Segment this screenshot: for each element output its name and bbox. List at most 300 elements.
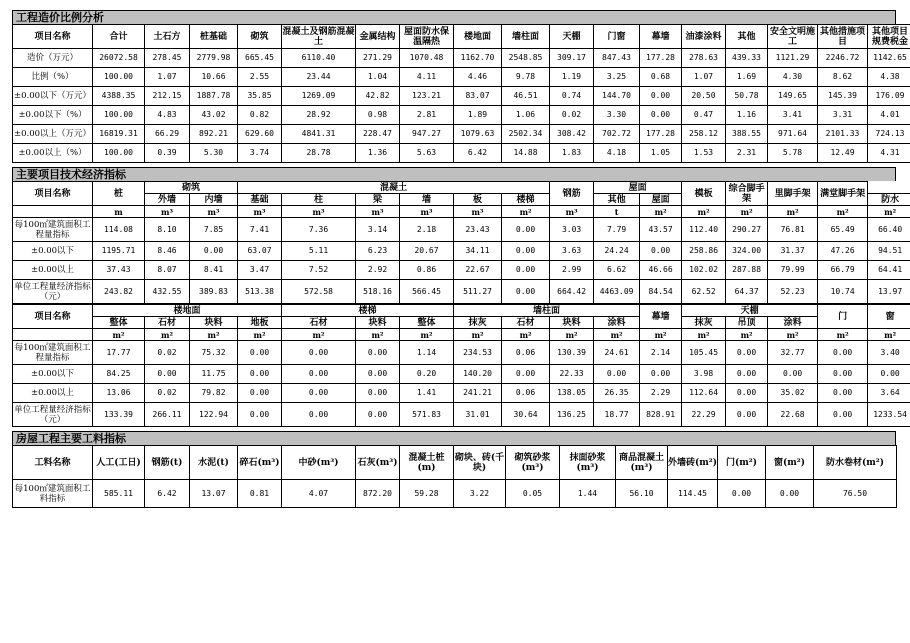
table-cell: 66.29: [145, 125, 190, 144]
table-cell: 571.83: [400, 403, 454, 427]
unit-cell: m²: [238, 329, 282, 341]
table-cell: 6110.40: [282, 49, 356, 68]
table-cell: 22.68: [768, 403, 818, 427]
t2a-subheader: 板: [454, 194, 502, 206]
table-cell: 62.52: [682, 280, 726, 304]
table-cell: 47.26: [818, 242, 868, 261]
table-cell: 0.47: [682, 106, 726, 125]
table-cell: 947.27: [400, 125, 454, 144]
t2b-subheader: 块料: [550, 317, 594, 329]
table-cell: 2.31: [726, 144, 768, 163]
t2b-subheader: 涂料: [768, 317, 818, 329]
unit-cell: m²: [454, 329, 502, 341]
table-cell: 971.64: [768, 125, 818, 144]
table-cell: 847.43: [594, 49, 640, 68]
table-cell: 0.00: [282, 365, 356, 384]
table-cell: 8.62: [818, 68, 868, 87]
table-cell: 0.00: [238, 403, 282, 427]
table-cell: 0.00: [356, 341, 400, 365]
cost-ratio-header: 屋面防水保温隔热: [400, 25, 454, 49]
unit-cell: m²: [502, 206, 550, 218]
table-cell: 0.00: [766, 480, 814, 508]
table-cell: 50.78: [726, 87, 768, 106]
unit-cell: m²: [145, 329, 190, 341]
table-cell: 0.68: [640, 68, 682, 87]
table-cell: 0.00: [718, 480, 766, 508]
unit-cell: m²: [502, 329, 550, 341]
table-cell: 66.40: [868, 218, 910, 242]
table-cell: 1.06: [502, 106, 550, 125]
cost-ratio-header: 其他项目规费税金: [868, 25, 910, 49]
table-cell: 1.07: [682, 68, 726, 87]
table-cell: 6.42: [145, 480, 190, 508]
table-cell: 7.85: [190, 218, 238, 242]
table-cell: 1.36: [356, 144, 400, 163]
table-cell: 145.39: [818, 87, 868, 106]
unit-cell: m³: [550, 206, 594, 218]
table-cell: 4.38: [868, 68, 910, 87]
row-label: ±0.00以下（万元）: [13, 87, 93, 106]
cost-ratio-header: 金属结构: [356, 25, 400, 49]
table-cell: 3.47: [238, 261, 282, 280]
table-cell: 3.63: [550, 242, 594, 261]
table-cell: 0.00: [356, 384, 400, 403]
cost-ratio-header: 楼地面: [454, 25, 502, 49]
table-cell: 439.33: [726, 49, 768, 68]
table-cell: 724.13: [868, 125, 910, 144]
table-cell: 5.30: [190, 144, 238, 163]
table-cell: 65.49: [818, 218, 868, 242]
table-cell: 1.83: [550, 144, 594, 163]
table-cell: 10.66: [190, 68, 238, 87]
row-label: 比例（%）: [13, 68, 93, 87]
t2a-body: [13, 206, 910, 304]
table-cell: 16819.31: [93, 125, 145, 144]
table-cell: 3.64: [868, 384, 910, 403]
t2b-subheader: 涂料: [594, 317, 640, 329]
table-cell: 84.54: [640, 280, 682, 304]
t2b-header-window: 窗: [868, 305, 910, 329]
table-cell: 6.23: [356, 242, 400, 261]
table-cell: 8.10: [145, 218, 190, 242]
table-cell: 0.02: [550, 106, 594, 125]
table-row: [13, 125, 910, 144]
table-cell: 1.16: [726, 106, 768, 125]
table-cell: 2548.85: [502, 49, 550, 68]
unit-cell: m²: [356, 329, 400, 341]
table-cell: 31.01: [454, 403, 502, 427]
table-cell: 0.00: [640, 106, 682, 125]
t2b-subheader: 整体: [400, 317, 454, 329]
cost-ratio-header: 其他措施项目: [818, 25, 868, 49]
table-cell: 122.94: [190, 403, 238, 427]
unit-blank: [13, 329, 93, 341]
table-cell: 8.07: [145, 261, 190, 280]
table-cell: 234.53: [454, 341, 502, 365]
table-cell: 123.21: [400, 87, 454, 106]
unit-cell: m³: [454, 206, 502, 218]
table-cell: 872.20: [356, 480, 400, 508]
cost-ratio-header: 项目名称: [13, 25, 93, 49]
table-cell: 66.79: [818, 261, 868, 280]
unit-cell: m²: [768, 329, 818, 341]
table-cell: 0.02: [145, 341, 190, 365]
t2a-subheader: 防水: [868, 194, 910, 206]
t2b-unit-row: [13, 329, 910, 341]
table-row: [13, 341, 910, 365]
table-cell: 56.10: [616, 480, 668, 508]
material-header: 门(m²): [718, 446, 766, 480]
table-cell: 8.41: [190, 261, 238, 280]
table-cell: 258.12: [682, 125, 726, 144]
t2b-subheader: 吊顶: [726, 317, 768, 329]
table-cell: 0.00: [640, 87, 682, 106]
unit-cell: m²: [640, 206, 682, 218]
t2a-header-rebar: 钢筋: [550, 182, 594, 206]
table-cell: 0.00: [238, 384, 282, 403]
material-header: 砌块、砖(千块): [454, 446, 506, 480]
unit-cell: m³: [190, 206, 238, 218]
unit-cell: m³: [282, 206, 356, 218]
unit-cell: m²: [93, 329, 145, 341]
table-cell: 114.08: [93, 218, 145, 242]
cost-ratio-header: 油漆涂料: [682, 25, 726, 49]
page: [12, 10, 908, 508]
table-cell: 133.39: [93, 403, 145, 427]
table-row: [13, 365, 910, 384]
cost-ratio-header: 桩基础: [190, 25, 238, 49]
t2b-header-curtain-wall: 幕墙: [640, 305, 682, 329]
table-cell: 20.67: [400, 242, 454, 261]
table-cell: 0.98: [356, 106, 400, 125]
t2b-body: [13, 329, 910, 427]
section-title-material-indicators: 房屋工程主要工料指标: [12, 431, 896, 445]
unit-cell: m²: [282, 329, 356, 341]
unit-cell: m²: [818, 329, 868, 341]
table-cell: 1.04: [356, 68, 400, 87]
cost-ratio-body: [13, 25, 910, 163]
row-label: 造价（万元）: [13, 49, 93, 68]
t2b-subheader: 石材: [145, 317, 190, 329]
row-label: 单位工程量经济指标（元）: [14, 404, 91, 425]
table-cell: 94.51: [868, 242, 910, 261]
table-cell: 26.35: [594, 384, 640, 403]
table-cell: 13.06: [93, 384, 145, 403]
table-cell: 566.45: [400, 280, 454, 304]
table-cell: 0.00: [282, 341, 356, 365]
table-cell: 1.19: [550, 68, 594, 87]
table-cell: 176.09: [868, 87, 910, 106]
table-cell: 76.50: [814, 480, 897, 508]
table-cell: 83.07: [454, 87, 502, 106]
t2b-subheader: 石材: [282, 317, 356, 329]
t2a-header-scaffold-general: 综合脚手架: [726, 182, 768, 206]
table-cell: 1269.09: [282, 87, 356, 106]
section-title-cost-ratio: 工程造价比例分析: [12, 10, 896, 24]
t2b-header-floor: 楼地面: [93, 305, 282, 317]
table-cell: 0.00: [594, 365, 640, 384]
table-cell: 26072.58: [93, 49, 145, 68]
table-row: [13, 384, 910, 403]
table-cell: 0.00: [868, 365, 910, 384]
table-cell: 0.05: [506, 480, 560, 508]
table-cell: 212.15: [145, 87, 190, 106]
cost-ratio-header: 墙柱面: [502, 25, 550, 49]
table-cell: 4.18: [594, 144, 640, 163]
material-header: 商品混凝土(m³): [616, 446, 668, 480]
table-cell: 1142.65: [868, 49, 910, 68]
t2a-header-formwork: 模板: [682, 182, 726, 206]
table-cell: 324.00: [726, 242, 768, 261]
table-cell: 136.25: [550, 403, 594, 427]
table-cell: 63.07: [238, 242, 282, 261]
table-cell: 1070.48: [400, 49, 454, 68]
table-cell: 572.58: [282, 280, 356, 304]
table-cell: 1.07: [145, 68, 190, 87]
t2b-header-ceiling: 天棚: [682, 305, 818, 317]
table-cell: 2.81: [400, 106, 454, 125]
table-cell: 0.00: [356, 365, 400, 384]
table-cell: 42.82: [356, 87, 400, 106]
table-cell: 2.29: [640, 384, 682, 403]
unit-cell: m³: [356, 206, 400, 218]
table-cell: 17.77: [93, 341, 145, 365]
table-cell: 1.89: [454, 106, 502, 125]
t2b-header-wall: 墙柱面: [454, 305, 640, 317]
cost-ratio-header: 幕墙: [640, 25, 682, 49]
table-cell: 20.50: [682, 87, 726, 106]
material-indicators-table: [12, 445, 897, 508]
table-cell: 0.00: [726, 341, 768, 365]
table-cell: 5.78: [768, 144, 818, 163]
table-cell: 140.20: [454, 365, 502, 384]
table-cell: 3.31: [818, 106, 868, 125]
t2a-subheader: 墙: [400, 194, 454, 206]
table-cell: 585.11: [93, 480, 145, 508]
t2a-header-pile: 桩: [93, 182, 145, 206]
material-header: 混凝土桩(m): [400, 446, 454, 480]
table-cell: 177.28: [640, 125, 682, 144]
table-cell: 1.41: [400, 384, 454, 403]
table-cell: 2.99: [550, 261, 594, 280]
table-cell: 177.28: [640, 49, 682, 68]
material-header: 碎石(m³): [238, 446, 282, 480]
table-cell: 84.25: [93, 365, 145, 384]
unit-cell: m: [93, 206, 145, 218]
table-cell: 665.45: [238, 49, 282, 68]
cost-ratio-header: 安全文明施工: [768, 25, 818, 49]
material-header: 钢筋(t): [145, 446, 190, 480]
table-cell: 0.00: [818, 384, 868, 403]
table-cell: 1121.29: [768, 49, 818, 68]
table-cell: 28.92: [282, 106, 356, 125]
tech-indicators-table: [12, 181, 910, 304]
table-cell: 7.79: [594, 218, 640, 242]
table-cell: 7.52: [282, 261, 356, 280]
material-indicators-body: [13, 446, 897, 508]
table-cell: 4841.31: [282, 125, 356, 144]
t2a-header-masonry: 砌筑: [145, 182, 238, 194]
table-cell: 23.44: [282, 68, 356, 87]
table-cell: 432.55: [145, 280, 190, 304]
table-cell: 149.65: [768, 87, 818, 106]
table-cell: 0.00: [145, 365, 190, 384]
material-header: 防水卷材(m²): [814, 446, 897, 480]
table-cell: 702.72: [594, 125, 640, 144]
table-cell: 664.42: [550, 280, 594, 304]
t2a-header-roof: 屋面: [594, 182, 682, 194]
table-cell: 100.00: [93, 68, 145, 87]
table-cell: 0.00: [282, 403, 356, 427]
unit-cell: m²: [594, 329, 640, 341]
table-cell: 0.81: [238, 480, 282, 508]
table-cell: 4463.09: [594, 280, 640, 304]
table-cell: 0.82: [238, 106, 282, 125]
table-cell: 0.39: [145, 144, 190, 163]
table-cell: 278.45: [145, 49, 190, 68]
cost-ratio-header: 混凝土及钢筋混凝土: [282, 26, 355, 47]
table-cell: 1.53: [682, 144, 726, 163]
t2b-subheader: 石材: [502, 317, 550, 329]
table-cell: 23.43: [454, 218, 502, 242]
material-header: 中砂(m³): [282, 446, 356, 480]
table-cell: 79.99: [768, 261, 818, 280]
table-cell: 1079.63: [454, 125, 502, 144]
row-label: ±0.00以上: [13, 261, 93, 280]
table-cell: 22.33: [550, 365, 594, 384]
table-cell: 105.45: [682, 341, 726, 365]
table-row: [13, 144, 910, 163]
row-label: ±0.00以下: [13, 242, 93, 261]
table-cell: 0.00: [238, 341, 282, 365]
t2a-subheader: 屋面: [640, 194, 682, 206]
table-cell: 0.00: [502, 280, 550, 304]
table-cell: 4388.35: [93, 87, 145, 106]
t2b-subheader: 整体: [93, 317, 145, 329]
table-cell: 892.21: [190, 125, 238, 144]
table-cell: 258.86: [682, 242, 726, 261]
table-cell: 0.00: [502, 365, 550, 384]
table-cell: 2779.98: [190, 49, 238, 68]
unit-cell: m²: [818, 206, 868, 218]
section-title-tech-indicators: 主要项目技术经济指标: [12, 167, 896, 181]
t2a-subheader: 外墙: [145, 194, 190, 206]
table-cell: 59.28: [400, 480, 454, 508]
material-header: 水泥(t): [190, 446, 238, 480]
table-cell: 64.41: [868, 261, 910, 280]
unit-cell: m²: [682, 206, 726, 218]
table-cell: 629.60: [238, 125, 282, 144]
table-cell: 388.55: [726, 125, 768, 144]
cost-ratio-header: 合计: [93, 25, 145, 49]
cost-ratio-header: 其他: [726, 25, 768, 49]
table-cell: 1.14: [400, 341, 454, 365]
table-cell: 511.27: [454, 280, 502, 304]
t2a-header-scaffold-inner: 里脚手架: [768, 182, 818, 206]
unit-cell: m³: [145, 206, 190, 218]
row-label: 每100㎡建筑面积工程量指标: [13, 218, 93, 242]
tech-indicators-table-2: [12, 304, 910, 427]
unit-cell: m³: [400, 206, 454, 218]
table-cell: 5.11: [282, 242, 356, 261]
table-cell: 76.81: [768, 218, 818, 242]
cost-ratio-table: [12, 24, 910, 163]
table-cell: 0.00: [238, 365, 282, 384]
table-cell: 52.23: [768, 280, 818, 304]
t2b-subheader: 块料: [356, 317, 400, 329]
unit-cell: m²: [726, 206, 768, 218]
unit-cell: m²: [640, 329, 682, 341]
table-row: [13, 280, 910, 304]
table-cell: 2.18: [400, 218, 454, 242]
table-cell: 8.46: [145, 242, 190, 261]
row-label: ±0.00以上: [13, 384, 93, 403]
table-cell: 30.64: [502, 403, 550, 427]
table-cell: 3.41: [768, 106, 818, 125]
table-cell: 1195.71: [93, 242, 145, 261]
row-label: 单位工程量经济指标（元）: [14, 281, 91, 302]
table-cell: 4.83: [145, 106, 190, 125]
table-cell: 2246.72: [818, 49, 868, 68]
table-cell: 4.30: [768, 68, 818, 87]
unit-cell: t: [594, 206, 640, 218]
table-cell: 2502.34: [502, 125, 550, 144]
table-row: [13, 106, 910, 125]
table-cell: 4.07: [282, 480, 356, 508]
table-cell: 114.45: [668, 480, 718, 508]
table-cell: 271.29: [356, 49, 400, 68]
table-cell: 0.00: [502, 261, 550, 280]
table-cell: 266.11: [145, 403, 190, 427]
table-cell: 278.63: [682, 49, 726, 68]
table-cell: 34.11: [454, 242, 502, 261]
material-header: 砌筑砂浆(m³): [506, 446, 560, 480]
table-cell: 0.00: [640, 365, 682, 384]
table-cell: 22.29: [682, 403, 726, 427]
table-cell: 290.27: [726, 218, 768, 242]
table-cell: 518.16: [356, 280, 400, 304]
table-cell: 22.67: [454, 261, 502, 280]
material-header: 工料名称: [13, 446, 93, 480]
table-cell: 3.25: [594, 68, 640, 87]
row-label: ±0.00以上（万元）: [13, 125, 93, 144]
table-cell: 0.00: [502, 218, 550, 242]
t2b-name-header: 项目名称: [13, 305, 93, 329]
table-row: [13, 87, 910, 106]
table-cell: 287.88: [726, 261, 768, 280]
table-cell: 389.83: [190, 280, 238, 304]
cost-ratio-header: 砌筑: [238, 25, 282, 49]
table-cell: 2.55: [238, 68, 282, 87]
unit-cell: m³: [238, 206, 282, 218]
table-cell: 5.63: [400, 144, 454, 163]
table-cell: 0.00: [726, 384, 768, 403]
unit-blank: [13, 206, 93, 218]
cost-ratio-header-row: [13, 25, 910, 49]
t2b-subheader: 抹灰: [454, 317, 502, 329]
table-cell: 0.00: [726, 403, 768, 427]
material-header: 石灰(m³): [356, 446, 400, 480]
table-cell: 3.22: [454, 480, 506, 508]
table-cell: 10.74: [818, 280, 868, 304]
table-row: [13, 403, 910, 427]
t2a-subheader: 楼梯: [502, 194, 550, 206]
unit-cell: m²: [682, 329, 726, 341]
table-cell: 0.06: [502, 384, 550, 403]
table-cell: 46.66: [640, 261, 682, 280]
row-label: ±0.00以下（%）: [13, 106, 93, 125]
table-cell: 24.61: [594, 341, 640, 365]
